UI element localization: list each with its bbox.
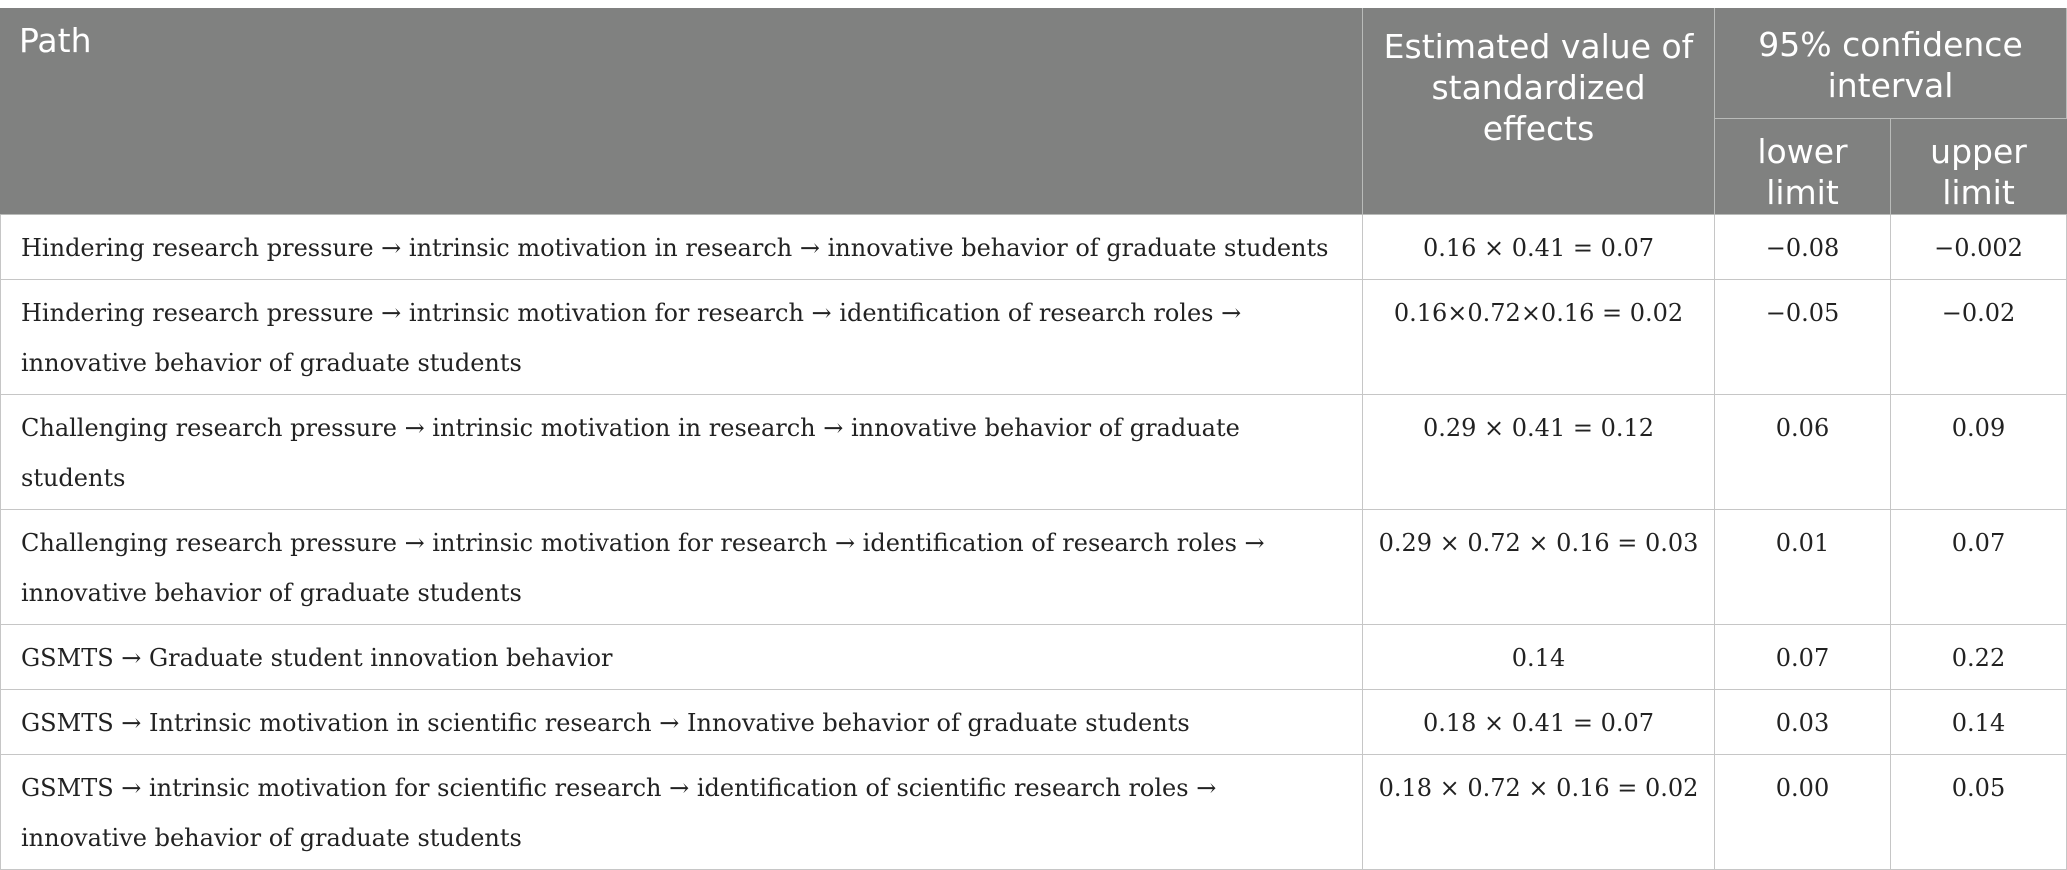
table-header bbox=[1, 8, 2067, 214]
estimate-cell: 0.18 × 0.72 × 0.16 = 0.02 bbox=[1363, 754, 1715, 869]
estimate-cell: 0.29 × 0.72 × 0.16 = 0.03 bbox=[1363, 509, 1715, 624]
effects-table-container bbox=[0, 8, 2066, 870]
upper-limit-cell: 0.05 bbox=[1891, 754, 2067, 869]
upper-limit-cell: 0.09 bbox=[1891, 394, 2067, 509]
table-row bbox=[1, 509, 2067, 624]
path-cell: Hindering research pressure → intrinsic motivation in research → innovative behavior of graduate students bbox=[1, 214, 1363, 279]
upper-limit-cell: 0.07 bbox=[1891, 509, 2067, 624]
table-row bbox=[1, 689, 2067, 754]
table-row bbox=[1, 214, 2067, 279]
header-row-top bbox=[1, 8, 2067, 118]
table-row bbox=[1, 394, 2067, 509]
estimate-cell: 0.18 × 0.41 = 0.07 bbox=[1363, 689, 1715, 754]
estimate-cell: 0.14 bbox=[1363, 624, 1715, 689]
estimate-cell: 0.29 × 0.41 = 0.12 bbox=[1363, 394, 1715, 509]
header-confidence-interval: 95% confidence interval bbox=[1715, 8, 2067, 118]
path-cell: Challenging research pressure → intrinsic motivation for research → identification of research roles → innovative behavior of graduate students bbox=[1, 509, 1363, 624]
upper-limit-cell: 0.22 bbox=[1891, 624, 2067, 689]
header-estimated-value: Estimated value of standardized effects bbox=[1363, 8, 1715, 214]
lower-limit-cell: 0.01 bbox=[1715, 509, 1891, 624]
table-row bbox=[1, 754, 2067, 869]
lower-limit-cell: −0.05 bbox=[1715, 279, 1891, 394]
header-upper-limit: upper limit bbox=[1891, 118, 2067, 214]
upper-limit-cell: 0.14 bbox=[1891, 689, 2067, 754]
path-cell: GSMTS → Graduate student innovation behavior bbox=[1, 624, 1363, 689]
upper-limit-cell: −0.002 bbox=[1891, 214, 2067, 279]
estimate-cell: 0.16 × 0.41 = 0.07 bbox=[1363, 214, 1715, 279]
table-row bbox=[1, 279, 2067, 394]
estimate-cell: 0.16×0.72×0.16 = 0.02 bbox=[1363, 279, 1715, 394]
table-body bbox=[1, 214, 2067, 869]
table-row bbox=[1, 624, 2067, 689]
lower-limit-cell: 0.03 bbox=[1715, 689, 1891, 754]
lower-limit-cell: −0.08 bbox=[1715, 214, 1891, 279]
path-cell: Challenging research pressure → intrinsic motivation in research → innovative behavior of graduate students bbox=[1, 394, 1363, 509]
mediation-effects-table bbox=[0, 8, 2067, 870]
lower-limit-cell: 0.07 bbox=[1715, 624, 1891, 689]
lower-limit-cell: 0.00 bbox=[1715, 754, 1891, 869]
path-cell: Hindering research pressure → intrinsic motivation for research → identification of research roles → innovative behavior of graduate students bbox=[1, 279, 1363, 394]
path-cell: GSMTS → Intrinsic motivation in scientific research → Innovative behavior of graduate students bbox=[1, 689, 1363, 754]
header-lower-limit: lower limit bbox=[1715, 118, 1891, 214]
lower-limit-cell: 0.06 bbox=[1715, 394, 1891, 509]
path-cell: GSMTS → intrinsic motivation for scientific research → identification of scientific research roles → innovative behavior of graduate students bbox=[1, 754, 1363, 869]
upper-limit-cell: −0.02 bbox=[1891, 279, 2067, 394]
header-path: Path bbox=[1, 8, 1363, 214]
